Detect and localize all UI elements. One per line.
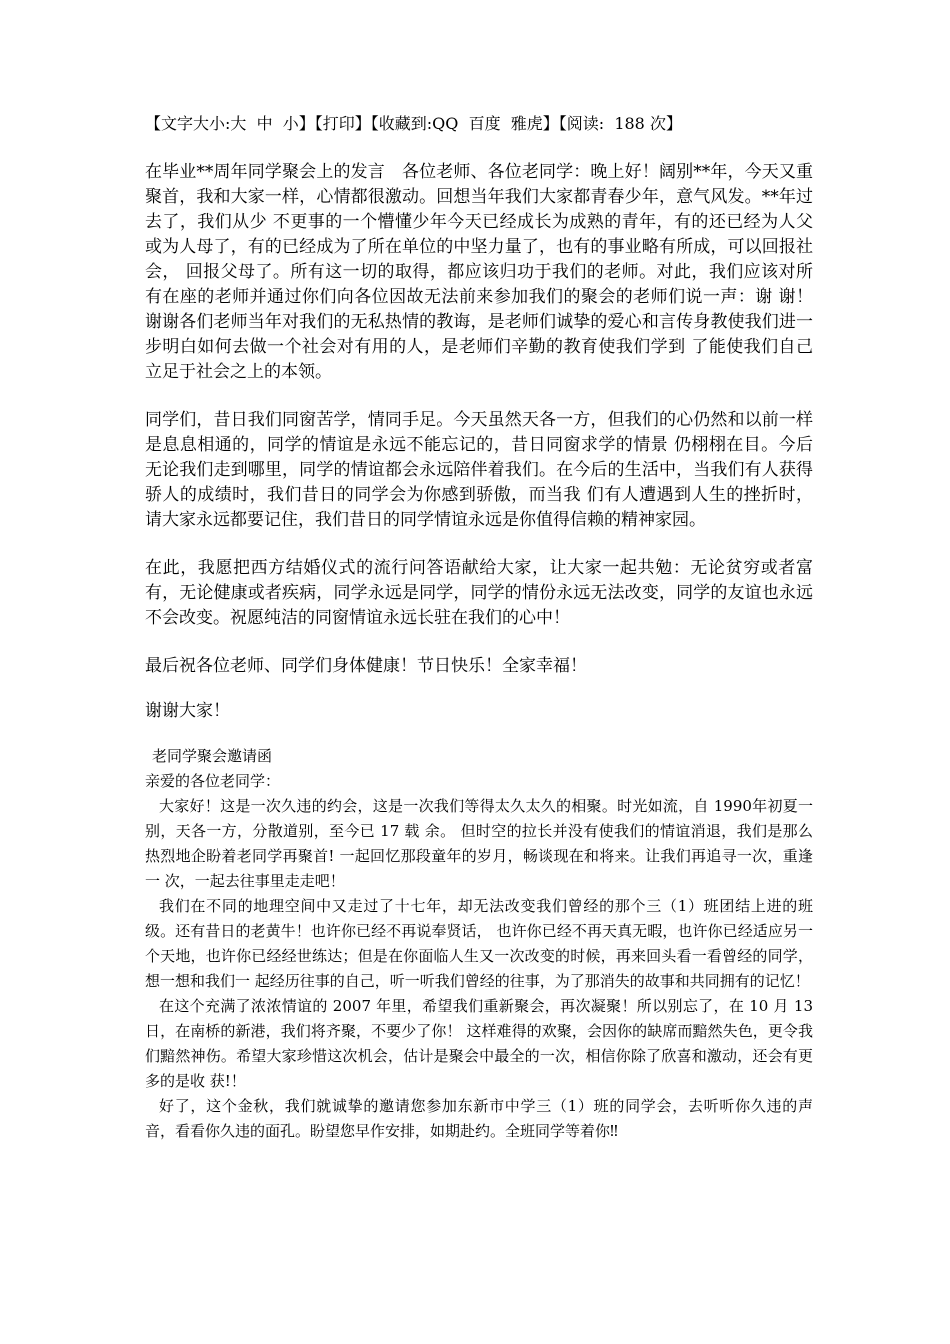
favorite-links[interactable]: 【收藏到:QQ 百度 雅虎】 <box>370 114 559 133</box>
speech-paragraph: 在此，我愿把西方结婚仪式的流行问答语献给大家，让大家一起共勉：无论贫穷或者富有，无论健康或者疾病，同学永远是同学，同学的情份永远无法改变，同学的友谊也永远不会改变。祝愿纯洁的同窗情谊永远长驻在我们的心中！ <box>145 558 813 628</box>
invitation-letter <box>145 744 813 1144</box>
invitation-paragraph: 好了，这个金秋，我们就诚挚的邀请您参加东新市中学三（1）班的同学会，去听听你久违的声音，看看你久违的面孔。盼望您早作安排，如期赴约。全班同学等着你‼ <box>145 1097 813 1140</box>
invitation-salutation: 亲爱的各位老同学： <box>145 772 281 790</box>
invitation-paragraph: 我们在不同的地理空间中又走过了十七年，却无法改变我们曾经的那个三（1）班团结上进的班级。还有昔日的老黄牛！也许你已经不再说奉贤话， 也许你已经不再天真无暇，也许你已经适应另一个天地，也许你已经经世练达；但是在你面临人生又一次改变的时候，再来回头看一看曾经的同学，想一想和我们一 起经历往事的自己，听一听我们曾经的往事，为了那消失的故事和共同拥有的记忆！ <box>145 897 813 990</box>
read-count: 【阅读: 188 次】 <box>558 114 682 133</box>
speech-paragraph: 同学们，昔日我们同窗苦学，情同手足。今天虽然天各一方，但我们的心仍然和以前一样是息息相通的，同学的情谊是永远不能忘记的，昔日同窗求学的情景 仍栩栩在目。今后无论我们走到哪里，同学的情谊都会永远陪伴着我们。在今后的生活中，当我们有人获得骄人的成绩时，我们昔日的同学会为你感到骄傲，而当我 们有人遭遇到人生的挫折时，请大家永远都要记住，我们昔日的同学情谊永远是你值得信赖的精神家园。 <box>145 410 813 530</box>
font-size-links[interactable]: 【文字大小:大 中 小】 <box>145 114 315 133</box>
speech-article <box>145 160 813 724</box>
print-link[interactable]: 【打印】 <box>314 114 371 133</box>
speech-paragraph: 在毕业**周年同学聚会上的发言 各位老师、各位老同学：晚上好！阔别**年，今天又重聚首，我和大家一样，心情都很激动。回想当年我们大家都青春少年，意气风发。**年过去了，我们从少 不更事的一个懵懂少年今天已经成长为成熟的青年，有的还已经为人父或为人母了，有的已经成为了所在单位的中坚力量了，也有的事业略有所成，可以回报社会， 回报父母了。所有这一切的取得，都应该归功于我们的老师。对此，我们应该对所有在座的老师并通过你们向各位因故无法前来参加我们的聚会的老师们说一声：谢 谢！谢谢各们老师当年对我们的无私热情的教诲，是老师们诚挚的爱心和言传身教使我们进一步明白如何去做一个社会对有用的人，是老师们辛勤的教育使我们学到 了能使我们自己立足于社会之上的本领。 <box>145 162 813 382</box>
invitation-paragraph: 大家好！这是一次久违的约会，这是一次我们等得太久太久的相聚。时光如流，自 1990年初夏一别，天各一方，分散道别，至今已 17 载 余。 但时空的拉长并没有使我们的情谊消退，我们是那么热烈地企盼着老同学再聚首! 一起回忆那段童年的岁月，畅谈现在和将来。让我们再追寻一次，重逢一 次，一起去往事里走走吧！ <box>145 797 813 890</box>
speech-closing: 谢谢大家！ <box>145 701 230 721</box>
invitation-paragraph: 在这个充满了浓浓情谊的 2007 年里，希望我们重新聚会，再次凝聚！所以别忘了，在 10 月 13 日，在南桥的新港，我们将齐聚，不要少了你！ 这样难得的欢聚，会因你的缺席而黯然失色，更令我们黯然神伤。希望大家珍惜这次机会，估计是聚会中最全的一次，相信你除了欣喜和激动，还会有更多的是收 获!！ <box>145 997 813 1090</box>
invitation-title: 老同学聚会邀请函 <box>152 747 273 765</box>
speech-paragraph: 最后祝各位老师、同学们身体健康！节日快乐！全家幸福！ <box>145 656 587 676</box>
document-page <box>145 112 813 1144</box>
article-toolbar <box>145 112 813 136</box>
